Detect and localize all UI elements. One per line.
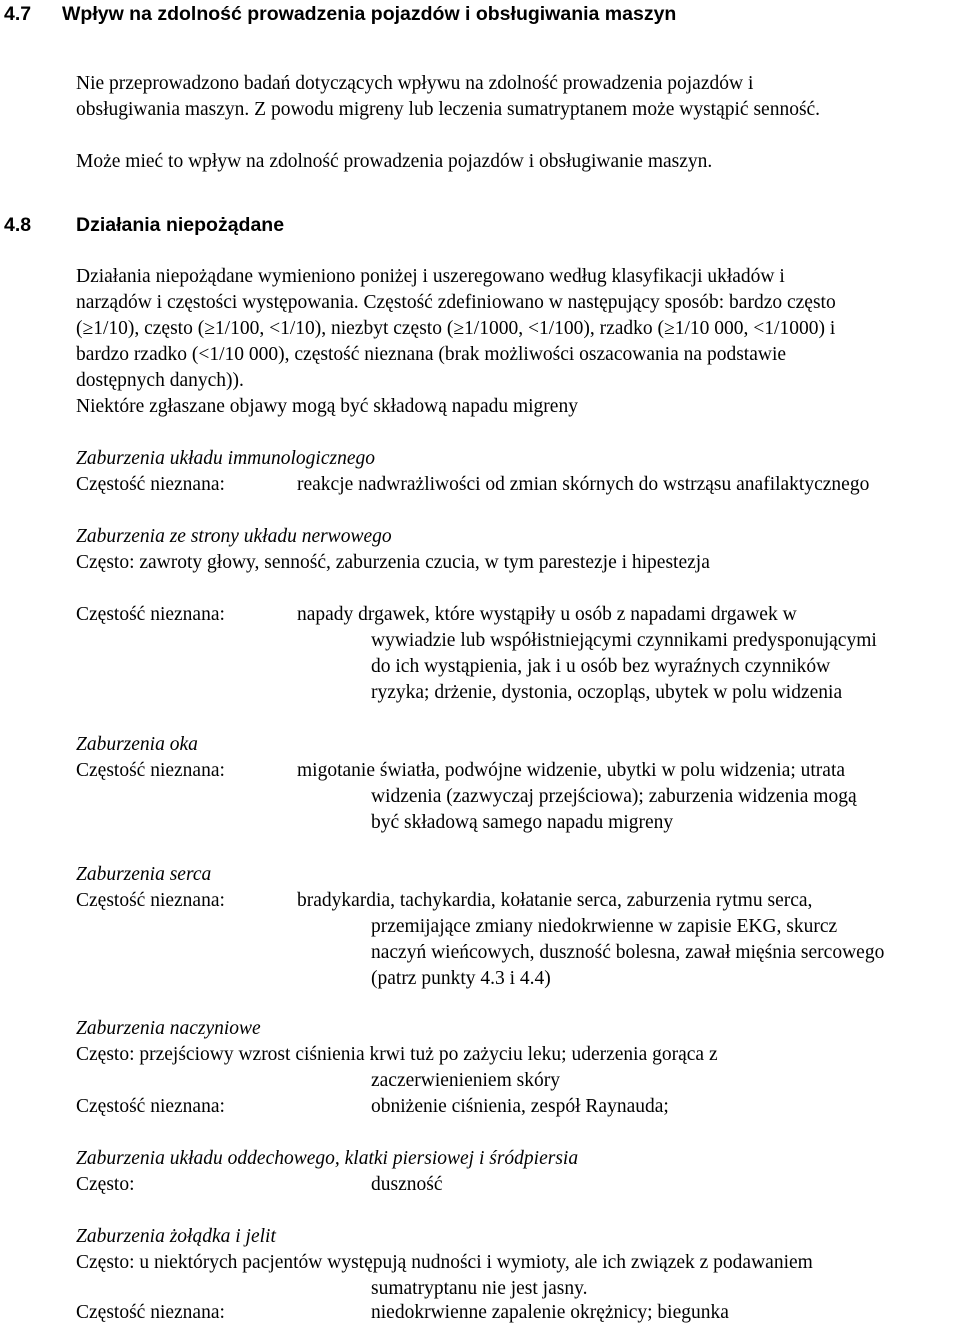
section-4-8-number: 4.8 bbox=[4, 214, 32, 236]
adverse-effect-text: być składową samego napadu migreny bbox=[371, 812, 674, 833]
adverse-effect-text: napady drgawek, które wystąpiły u osób z napadami drgawek w bbox=[297, 604, 797, 625]
frequency-label: Częstość nieznana: bbox=[76, 1096, 225, 1117]
frequency-line: Często: u niektórych pacjentów występują nudności i wymioty, ale ich związek z podawaniem bbox=[76, 1252, 813, 1273]
adverse-effect-text: bradykardia, tachykardia, kołatanie serca, zaburzenia rytmu serca, bbox=[297, 890, 813, 911]
section-4-7-number: 4.7 bbox=[4, 3, 32, 25]
category-heading: Zaburzenia naczyniowe bbox=[76, 1018, 261, 1039]
category-heading: Zaburzenia żołądka i jelit bbox=[76, 1226, 276, 1247]
adverse-effect-text: niedokrwienne zapalenie okrężnicy; biegunka bbox=[371, 1302, 729, 1323]
frequency-label: Częstość nieznana: bbox=[76, 604, 225, 625]
frequency-label: Częstość nieznana: bbox=[76, 890, 225, 911]
adverse-effect-text: przemijające zmiany niedokrwienne w zapisie EKG, skurcz bbox=[371, 916, 838, 937]
frequency-label: Częstość nieznana: bbox=[76, 760, 225, 781]
paragraph-line: Niektóre zgłaszane objawy mogą być składową napadu migreny bbox=[76, 396, 578, 417]
adverse-effect-text: (patrz punkty 4.3 i 4.4) bbox=[371, 968, 551, 989]
paragraph-line: obsługiwania maszyn. Z powodu migreny lub leczenia sumatryptanem może wystąpić senność. bbox=[76, 99, 821, 120]
section-4-7-title: Wpływ na zdolność prowadzenia pojazdów i obsługiwania maszyn bbox=[62, 3, 677, 25]
frequency-line: Często: przejściowy wzrost ciśnienia krwi tuż po zażyciu leku; uderzenia gorąca z bbox=[76, 1044, 718, 1065]
adverse-effect-text: do ich wystąpienia, jak i u osób bez wyraźnych czynników bbox=[371, 656, 831, 677]
paragraph-line: narządów i częstości występowania. Częstość zdefiniowano w następujący sposób: bardzo często bbox=[76, 292, 836, 313]
adverse-effect-text: reakcje nadwrażliwości od zmian skórnych do wstrząsu anafilaktycznego bbox=[297, 474, 870, 495]
section-4-8-title: Działania niepożądane bbox=[76, 214, 285, 236]
adverse-effect-text: obniżenie ciśnienia, zespół Raynauda; bbox=[371, 1096, 669, 1117]
category-heading: Zaburzenia oka bbox=[76, 734, 198, 755]
adverse-effect-text: duszność bbox=[371, 1174, 443, 1195]
adverse-effect-text: naczyń wieńcowych, duszność bolesna, zawał mięśnia sercowego bbox=[371, 942, 885, 963]
adverse-effect-text: wywiadzie lub współistniejącymi czynnikami predysponującymi bbox=[371, 630, 877, 651]
frequency-line: Często: zawroty głowy, senność, zaburzenia czucia, w tym parestezje i hipestezja bbox=[76, 552, 710, 573]
frequency-line-continuation: sumatryptanu nie jest jasny. bbox=[371, 1278, 588, 1299]
category-heading: Zaburzenia ze strony układu nerwowego bbox=[76, 526, 392, 547]
adverse-effect-text: migotanie światła, podwójne widzenie, ubytki w polu widzenia; utrata bbox=[297, 760, 846, 781]
paragraph-line: dostępnych danych)). bbox=[76, 370, 244, 391]
frequency-label: Częstość nieznana: bbox=[76, 474, 225, 495]
paragraph-line: Może mieć to wpływ na zdolność prowadzenia pojazdów i obsługiwanie maszyn. bbox=[76, 151, 713, 172]
frequency-line-continuation: zaczerwienieniem skóry bbox=[371, 1070, 560, 1091]
paragraph-line: Działania niepożądane wymieniono poniżej i uszeregowano według klasyfikacji układów i bbox=[76, 266, 785, 287]
paragraph-line: Nie przeprowadzono badań dotyczących wpływu na zdolność prowadzenia pojazdów i bbox=[76, 73, 754, 94]
paragraph-line: (≥1/10), często (≥1/100, <1/10), niezbyt często (≥1/1000, <1/100), rzadko (≥1/10 000, <1/1000) i bbox=[76, 318, 836, 339]
frequency-label: Częstość nieznana: bbox=[76, 1302, 225, 1323]
category-heading: Zaburzenia układu immunologicznego bbox=[76, 448, 375, 469]
category-heading: Zaburzenia serca bbox=[76, 864, 212, 885]
frequency-label: Często: bbox=[76, 1174, 135, 1195]
paragraph-line: bardzo rzadko (<1/10 000), częstość nieznana (brak możliwości oszacowania na podstawie bbox=[76, 344, 787, 365]
adverse-effect-text: widzenia (zazwyczaj przejściowa); zaburzenia widzenia mogą bbox=[371, 786, 857, 807]
adverse-effect-text: ryzyka; drżenie, dystonia, oczopląs, ubytek w polu widzenia bbox=[371, 682, 843, 703]
category-heading: Zaburzenia układu oddechowego, klatki piersiowej i śródpiersia bbox=[76, 1148, 579, 1169]
